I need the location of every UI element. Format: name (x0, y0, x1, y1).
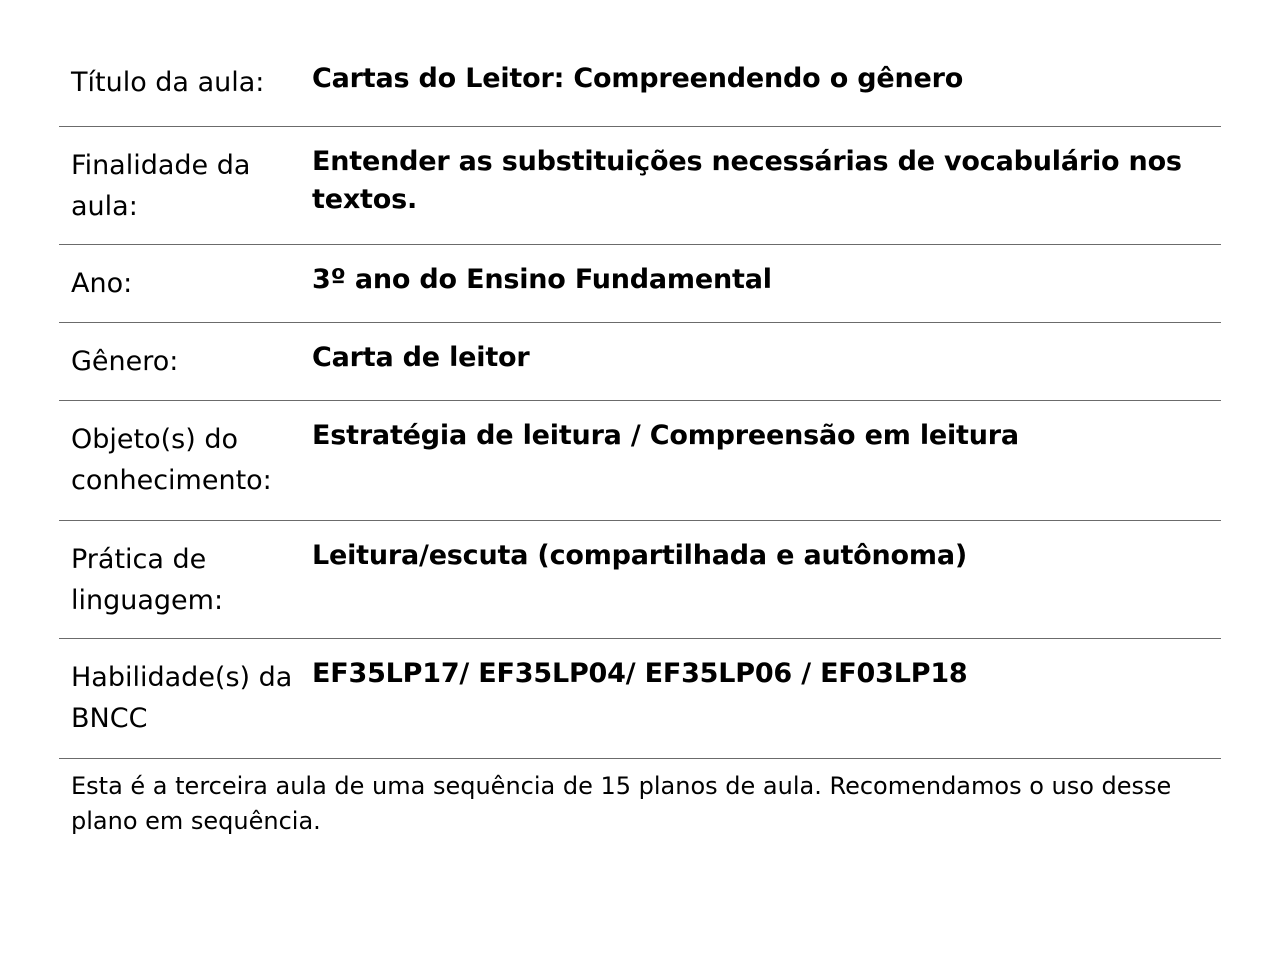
row-label: Objeto(s) do conhecimento: (71, 424, 272, 496)
row-label: Prática de linguagem: (71, 544, 224, 616)
lesson-plan-table (59, 44, 1221, 839)
row-value: 3º ano do Ensino Fundamental (312, 264, 772, 295)
row-value: Estratégia de leitura / Compreensão em leitura (312, 420, 1019, 451)
row-pratica (59, 521, 1221, 639)
row-habilidades (59, 639, 1221, 759)
row-value: Carta de leitor (312, 342, 530, 373)
row-objeto (59, 401, 1221, 521)
row-ano (59, 245, 1221, 323)
row-titulo (59, 44, 1221, 127)
row-label: Habilidade(s) da BNCC (71, 662, 293, 734)
row-finalidade (59, 127, 1221, 245)
row-genero (59, 323, 1221, 401)
sequence-note: Esta é a terceira aula de uma sequência de 15 planos de aula. Recomendamos o uso desse plano em sequência. (71, 772, 1172, 835)
row-label: Gênero: (71, 346, 179, 377)
row-value: Entender as substituições necessárias de vocabulário nos textos. (312, 146, 1182, 215)
row-value: Leitura/escuta (compartilhada e autônoma) (312, 540, 968, 571)
row-value: EF35LP17/ EF35LP04/ EF35LP06 / EF03LP18 (312, 658, 968, 689)
row-label: Ano: (71, 268, 133, 299)
row-label: Finalidade da aula: (71, 150, 251, 222)
row-value: Cartas do Leitor: Compreendendo o gênero (312, 63, 964, 94)
row-label: Título da aula: (71, 67, 265, 98)
